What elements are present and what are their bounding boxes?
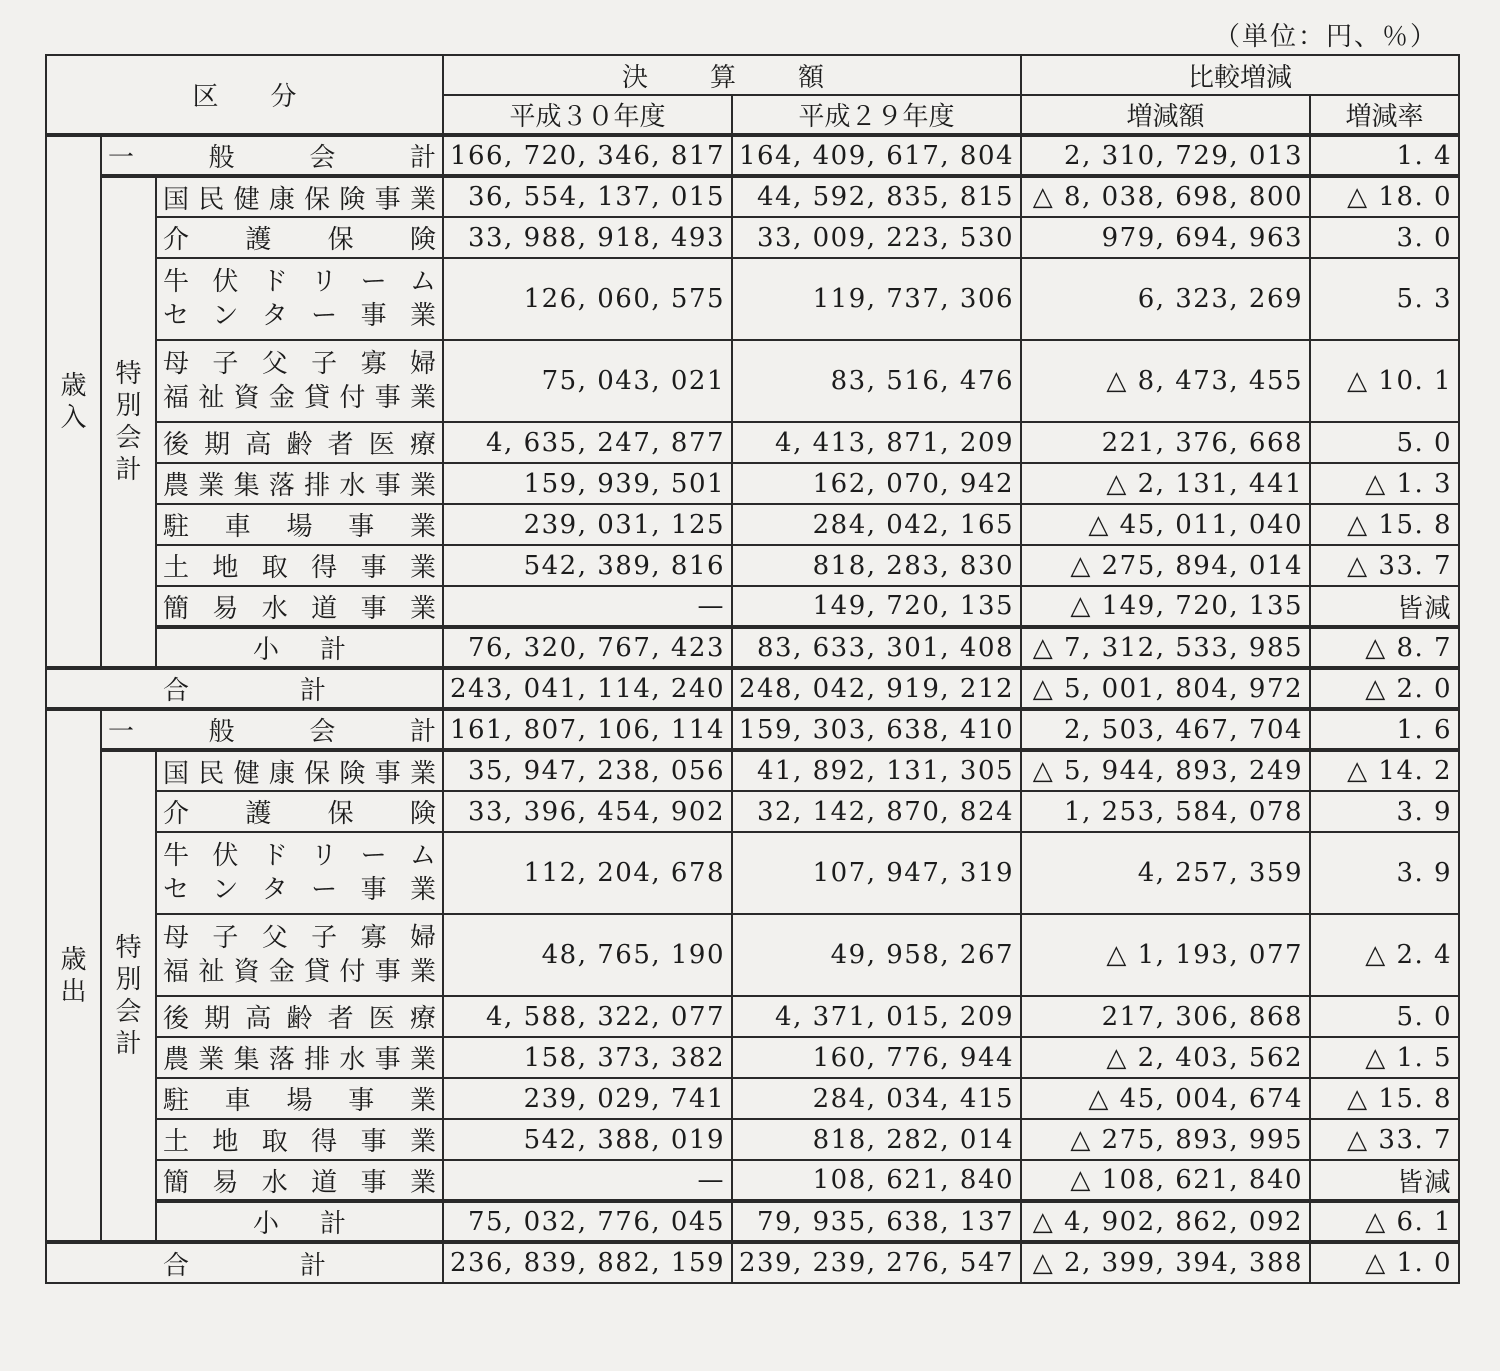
revenue-special-row (46, 176, 1459, 217)
expenditure-special-item-label: 国 民 健 康 保 険 事 業 (156, 750, 443, 791)
revenue-special-item-label: 後 期 高 齢 者 医 療 (156, 422, 443, 463)
expenditure-special-change-amount: 1, 253, 584, 078 (1021, 791, 1310, 832)
expenditure-special-fy29: 49, 958, 267 (732, 914, 1021, 996)
expenditure-special-change-rate: △ 33. 7 (1310, 1119, 1459, 1160)
expenditure-special-change-amount: △ 275, 893, 995 (1021, 1119, 1310, 1160)
budget-comparison-table (45, 54, 1460, 1284)
revenue-special-fy30: 126, 060, 575 (443, 258, 732, 340)
expenditure-special-fy30: 4, 588, 322, 077 (443, 996, 732, 1037)
revenue-special-row (46, 217, 1459, 258)
revenue-special-item-label: 牛 伏 ド リ ー ム セ ン タ ー 事 業 (156, 258, 443, 340)
revenue-special-row (46, 504, 1459, 545)
revenue-subtotal-fy30: 76, 320, 767, 423 (443, 627, 732, 668)
revenue-special-fy29: 284, 042, 165 (732, 504, 1021, 545)
revenue-special-change-amount: 221, 376, 668 (1021, 422, 1310, 463)
expenditure-special-item-label: 牛 伏 ド リ ー ム セ ン タ ー 事 業 (156, 832, 443, 914)
revenue-subtotal-fy29: 83, 633, 301, 408 (732, 627, 1021, 668)
expenditure-special-item-label: 介 護 保 険 (156, 791, 443, 832)
revenue-special-change-rate: △ 10. 1 (1310, 340, 1459, 422)
expenditure-special-change-rate: △ 15. 8 (1310, 1078, 1459, 1119)
revenue-special-change-amount: 979, 694, 963 (1021, 217, 1310, 258)
revenue-special-row (46, 258, 1459, 340)
revenue-special-change-amount: △ 8, 473, 455 (1021, 340, 1310, 422)
expenditure-subtotal-row (46, 1201, 1459, 1242)
revenue-special-change-rate: △ 33. 7 (1310, 545, 1459, 586)
expenditure-special-item-label: 土 地 取 得 事 業 (156, 1119, 443, 1160)
revenue-special-item-label: 駐 車 場 事 業 (156, 504, 443, 545)
revenue-special-fy30: 542, 389, 816 (443, 545, 732, 586)
revenue-special-change-amount: △ 45, 011, 040 (1021, 504, 1310, 545)
revenue-special-accounts-label: 特 別 会 計 (101, 176, 156, 668)
expenditure-total-fy30: 236, 839, 882, 159 (443, 1242, 732, 1283)
revenue-special-item-label: 農 業 集 落 排 水 事 業 (156, 463, 443, 504)
expenditure-special-change-amount: △ 2, 403, 562 (1021, 1037, 1310, 1078)
revenue-general-change-rate: 1. 4 (1310, 135, 1459, 176)
expenditure-general-row (46, 709, 1459, 750)
expenditure-special-row (46, 832, 1459, 914)
expenditure-general-change-rate: 1. 6 (1310, 709, 1459, 750)
expenditure-special-fy30: 158, 373, 382 (443, 1037, 732, 1078)
revenue-special-fy30: 239, 031, 125 (443, 504, 732, 545)
revenue-special-fy29: 33, 009, 223, 530 (732, 217, 1021, 258)
expenditure-general-label: 一 般 会 計 (101, 709, 443, 750)
expenditure-subtotal-change-rate: △ 6. 1 (1310, 1201, 1459, 1242)
revenue-special-fy30: 36, 554, 137, 015 (443, 176, 732, 217)
expenditure-special-change-amount: △ 1, 193, 077 (1021, 914, 1310, 996)
expenditure-special-accounts-label: 特 別 会 計 (101, 750, 156, 1242)
expenditure-section-label: 歳 出 (46, 709, 101, 1242)
revenue-special-fy29: 162, 070, 942 (732, 463, 1021, 504)
expenditure-subtotal-fy30: 75, 032, 776, 045 (443, 1201, 732, 1242)
expenditure-special-row (46, 750, 1459, 791)
expenditure-general-fy29: 159, 303, 638, 410 (732, 709, 1021, 750)
expenditure-special-change-rate: 3. 9 (1310, 832, 1459, 914)
revenue-subtotal-label: 小 計 (156, 627, 443, 668)
expenditure-special-change-amount: △ 5, 944, 893, 249 (1021, 750, 1310, 791)
expenditure-subtotal-change-amount: △ 4, 902, 862, 092 (1021, 1201, 1310, 1242)
header-change-rate: 増減率 (1310, 95, 1459, 135)
revenue-special-item-label: 簡 易 水 道 事 業 (156, 586, 443, 627)
expenditure-special-change-rate: △ 1. 5 (1310, 1037, 1459, 1078)
expenditure-total-change-amount: △ 2, 399, 394, 388 (1021, 1242, 1310, 1283)
expenditure-special-change-amount: △ 108, 621, 840 (1021, 1160, 1310, 1201)
revenue-general-fy29: 164, 409, 617, 804 (732, 135, 1021, 176)
expenditure-total-row (46, 1242, 1459, 1283)
expenditure-special-row (46, 1037, 1459, 1078)
revenue-special-fy29: 119, 737, 306 (732, 258, 1021, 340)
expenditure-special-fy30: — (443, 1160, 732, 1201)
revenue-special-fy29: 818, 283, 830 (732, 545, 1021, 586)
expenditure-special-item-label: 駐 車 場 事 業 (156, 1078, 443, 1119)
revenue-special-change-rate: △ 1. 3 (1310, 463, 1459, 504)
expenditure-total-label: 合 計 (46, 1242, 443, 1283)
revenue-general-change-amount: 2, 310, 729, 013 (1021, 135, 1310, 176)
unit-note: （単位：円、％） (1213, 22, 1438, 52)
revenue-total-fy30: 243, 041, 114, 240 (443, 668, 732, 709)
revenue-total-fy29: 248, 042, 919, 212 (732, 668, 1021, 709)
header-fy29: 平成２９年度 (732, 95, 1021, 135)
revenue-special-fy30: 4, 635, 247, 877 (443, 422, 732, 463)
revenue-special-item-label: 国 民 健 康 保 険 事 業 (156, 176, 443, 217)
revenue-general-label: 一 般 会 計 (101, 135, 443, 176)
revenue-subtotal-row (46, 627, 1459, 668)
revenue-total-change-rate: △ 2. 0 (1310, 668, 1459, 709)
header-change-amount: 増減額 (1021, 95, 1310, 135)
revenue-special-change-amount: △ 8, 038, 698, 800 (1021, 176, 1310, 217)
expenditure-special-fy29: 41, 892, 131, 305 (732, 750, 1021, 791)
revenue-special-fy30: — (443, 586, 732, 627)
revenue-section-label: 歳 入 (46, 135, 101, 668)
revenue-special-fy29: 4, 413, 871, 209 (732, 422, 1021, 463)
revenue-special-fy30: 75, 043, 021 (443, 340, 732, 422)
revenue-special-item-label: 土 地 取 得 事 業 (156, 545, 443, 586)
revenue-special-change-amount: 6, 323, 269 (1021, 258, 1310, 340)
expenditure-special-fy30: 35, 947, 238, 056 (443, 750, 732, 791)
revenue-special-change-rate: △ 18. 0 (1310, 176, 1459, 217)
expenditure-special-item-label: 農 業 集 落 排 水 事 業 (156, 1037, 443, 1078)
header-fy30: 平成３０年度 (443, 95, 732, 135)
revenue-special-fy29: 149, 720, 135 (732, 586, 1021, 627)
expenditure-special-item-label: 簡 易 水 道 事 業 (156, 1160, 443, 1201)
expenditure-special-fy29: 107, 947, 319 (732, 832, 1021, 914)
revenue-special-item-label: 母 子 父 子 寡 婦 福 祉 資 金 貸 付 事 業 (156, 340, 443, 422)
expenditure-special-fy30: 112, 204, 678 (443, 832, 732, 914)
expenditure-special-change-rate: △ 14. 2 (1310, 750, 1459, 791)
revenue-total-label: 合 計 (46, 668, 443, 709)
revenue-special-row (46, 586, 1459, 627)
revenue-special-row (46, 422, 1459, 463)
expenditure-special-fy30: 48, 765, 190 (443, 914, 732, 996)
expenditure-special-change-amount: 4, 257, 359 (1021, 832, 1310, 914)
expenditure-special-row (46, 1078, 1459, 1119)
expenditure-special-fy29: 160, 776, 944 (732, 1037, 1021, 1078)
revenue-special-change-rate: △ 15. 8 (1310, 504, 1459, 545)
revenue-special-change-rate: 3. 0 (1310, 217, 1459, 258)
revenue-special-fy30: 33, 988, 918, 493 (443, 217, 732, 258)
expenditure-subtotal-label: 小 計 (156, 1201, 443, 1242)
revenue-special-change-rate: 5. 0 (1310, 422, 1459, 463)
revenue-special-fy29: 83, 516, 476 (732, 340, 1021, 422)
header-settlement: 決 算 額 (443, 55, 1021, 95)
expenditure-special-fy29: 32, 142, 870, 824 (732, 791, 1021, 832)
expenditure-general-change-amount: 2, 503, 467, 704 (1021, 709, 1310, 750)
revenue-special-fy30: 159, 939, 501 (443, 463, 732, 504)
revenue-special-change-rate: 5. 3 (1310, 258, 1459, 340)
expenditure-special-row (46, 1160, 1459, 1201)
revenue-special-change-amount: △ 2, 131, 441 (1021, 463, 1310, 504)
expenditure-special-row (46, 996, 1459, 1037)
expenditure-special-change-rate: △ 2. 4 (1310, 914, 1459, 996)
expenditure-total-fy29: 239, 239, 276, 547 (732, 1242, 1021, 1283)
expenditure-subtotal-fy29: 79, 935, 638, 137 (732, 1201, 1021, 1242)
revenue-special-change-rate: 皆減 (1310, 586, 1459, 627)
revenue-total-change-amount: △ 5, 001, 804, 972 (1021, 668, 1310, 709)
revenue-total-row (46, 668, 1459, 709)
revenue-subtotal-change-amount: △ 7, 312, 533, 985 (1021, 627, 1310, 668)
revenue-special-fy29: 44, 592, 835, 815 (732, 176, 1021, 217)
expenditure-special-item-label: 母 子 父 子 寡 婦 福 祉 資 金 貸 付 事 業 (156, 914, 443, 996)
header-comparison: 比較増減 (1021, 55, 1459, 95)
revenue-special-row (46, 340, 1459, 422)
expenditure-special-fy29: 284, 034, 415 (732, 1078, 1021, 1119)
revenue-special-item-label: 介 護 保 険 (156, 217, 443, 258)
expenditure-special-fy29: 818, 282, 014 (732, 1119, 1021, 1160)
expenditure-special-item-label: 後 期 高 齢 者 医 療 (156, 996, 443, 1037)
expenditure-general-fy30: 161, 807, 106, 114 (443, 709, 732, 750)
revenue-special-change-amount: △ 149, 720, 135 (1021, 586, 1310, 627)
header-category: 区 分 (46, 55, 443, 135)
expenditure-special-row (46, 914, 1459, 996)
expenditure-special-fy30: 239, 029, 741 (443, 1078, 732, 1119)
expenditure-special-change-amount: 217, 306, 868 (1021, 996, 1310, 1037)
revenue-special-row (46, 463, 1459, 504)
expenditure-special-row (46, 1119, 1459, 1160)
revenue-subtotal-change-rate: △ 8. 7 (1310, 627, 1459, 668)
expenditure-special-change-amount: △ 45, 004, 674 (1021, 1078, 1310, 1119)
revenue-general-row (46, 135, 1459, 176)
expenditure-special-change-rate: 5. 0 (1310, 996, 1459, 1037)
revenue-general-fy30: 166, 720, 346, 817 (443, 135, 732, 176)
expenditure-special-change-rate: 3. 9 (1310, 791, 1459, 832)
expenditure-special-change-rate: 皆減 (1310, 1160, 1459, 1201)
expenditure-special-fy29: 108, 621, 840 (732, 1160, 1021, 1201)
revenue-special-row (46, 545, 1459, 586)
revenue-special-change-amount: △ 275, 894, 014 (1021, 545, 1310, 586)
expenditure-special-row (46, 791, 1459, 832)
expenditure-special-fy29: 4, 371, 015, 209 (732, 996, 1021, 1037)
expenditure-total-change-rate: △ 1. 0 (1310, 1242, 1459, 1283)
expenditure-special-fy30: 542, 388, 019 (443, 1119, 732, 1160)
expenditure-special-fy30: 33, 396, 454, 902 (443, 791, 732, 832)
